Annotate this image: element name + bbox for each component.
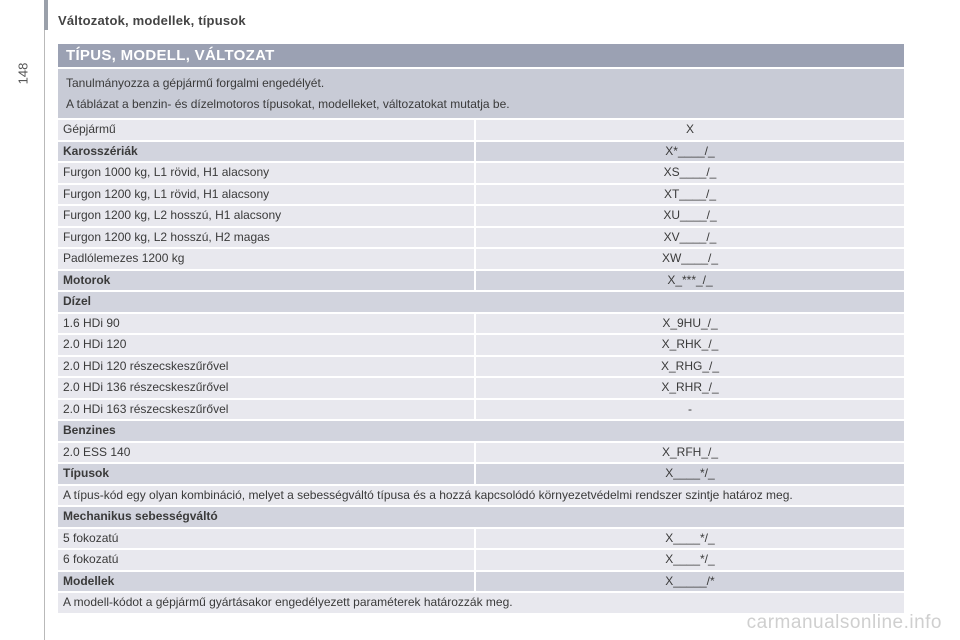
row-code: X____*/_ bbox=[476, 529, 904, 549]
row-code: XT____/_ bbox=[476, 185, 904, 205]
row-code: X_____/* bbox=[476, 572, 904, 592]
table-section-row: Benzines bbox=[58, 421, 904, 441]
row-label: Motorok bbox=[58, 271, 474, 291]
row-label: Furgon 1200 kg, L2 hosszú, H2 magas bbox=[58, 228, 474, 248]
table-row bbox=[58, 163, 904, 183]
row-code: X_RHR_/_ bbox=[476, 378, 904, 398]
row-label: 1.6 HDi 90 bbox=[58, 314, 474, 334]
row-code: X____*/_ bbox=[476, 464, 904, 484]
table-row bbox=[58, 357, 904, 377]
table-title: TÍPUS, MODELL, VÁLTOZAT bbox=[58, 44, 904, 67]
table-rows bbox=[58, 120, 904, 613]
table-group-row bbox=[58, 572, 904, 592]
section-title: Változatok, modellek, típusok bbox=[58, 13, 246, 28]
row-code: XW____/_ bbox=[476, 249, 904, 269]
table-row bbox=[58, 529, 904, 549]
table-note-row: A modell-kódot a gépjármű gyártásakor engedélyezett paraméterek határozzák meg. bbox=[58, 593, 904, 613]
row-code: - bbox=[476, 400, 904, 420]
table-row bbox=[58, 185, 904, 205]
row-code: X____*/_ bbox=[476, 550, 904, 570]
row-label: Padlólemezes 1200 kg bbox=[58, 249, 474, 269]
table-row bbox=[58, 443, 904, 463]
page-number: 148 bbox=[15, 62, 31, 85]
table-row bbox=[58, 314, 904, 334]
table-intro bbox=[58, 69, 904, 118]
row-label: Gépjármű bbox=[58, 120, 474, 140]
row-label: 2.0 ESS 140 bbox=[58, 443, 474, 463]
table-group-row bbox=[58, 142, 904, 162]
row-label: 6 fokozatú bbox=[58, 550, 474, 570]
row-label: 2.0 HDi 163 részecskeszűrővel bbox=[58, 400, 474, 420]
row-code: X*____/_ bbox=[476, 142, 904, 162]
row-code: XV____/_ bbox=[476, 228, 904, 248]
row-code: XS____/_ bbox=[476, 163, 904, 183]
row-code: X_RFH_/_ bbox=[476, 443, 904, 463]
row-code: X bbox=[476, 120, 904, 140]
header-accent-bar bbox=[44, 0, 48, 30]
model-code-table bbox=[58, 44, 904, 615]
table-section-row: Mechanikus sebességváltó bbox=[58, 507, 904, 527]
row-label: Modellek bbox=[58, 572, 474, 592]
row-label: Furgon 1200 kg, L2 hosszú, H1 alacsony bbox=[58, 206, 474, 226]
table-group-row bbox=[58, 464, 904, 484]
row-label: 5 fokozatú bbox=[58, 529, 474, 549]
row-code: XU____/_ bbox=[476, 206, 904, 226]
table-row bbox=[58, 335, 904, 355]
table-row bbox=[58, 249, 904, 269]
table-group-row bbox=[58, 271, 904, 291]
table-section-row: Dízel bbox=[58, 292, 904, 312]
watermark: carmanualsonline.info bbox=[746, 612, 942, 633]
row-label: 2.0 HDi 136 részecskeszűrővel bbox=[58, 378, 474, 398]
table-row bbox=[58, 120, 904, 140]
row-code: X_RHG_/_ bbox=[476, 357, 904, 377]
table-row bbox=[58, 550, 904, 570]
table-row bbox=[58, 378, 904, 398]
table-note-row: A típus-kód egy olyan kombináció, melyet a sebességváltó típusa és a hozzá kapcsolódó környezetvédelmi rendszer szintje határoz meg. bbox=[58, 486, 904, 506]
table-row bbox=[58, 400, 904, 420]
row-label: 2.0 HDi 120 részecskeszűrővel bbox=[58, 357, 474, 377]
row-label: Furgon 1200 kg, L1 rövid, H1 alacsony bbox=[58, 185, 474, 205]
margin-rule bbox=[44, 0, 45, 640]
row-label: Furgon 1000 kg, L1 rövid, H1 alacsony bbox=[58, 163, 474, 183]
table-row bbox=[58, 228, 904, 248]
row-code: X_***_/_ bbox=[476, 271, 904, 291]
intro-line-2: A táblázat a benzin- és dízelmotoros típusokat, modelleket, változatokat mutatja be. bbox=[66, 97, 510, 111]
row-label: Karosszériák bbox=[58, 142, 474, 162]
row-label: Típusok bbox=[58, 464, 474, 484]
table-row bbox=[58, 206, 904, 226]
intro-line-1: Tanulmányozza a gépjármű forgalmi engedélyét. bbox=[66, 76, 325, 90]
row-label: 2.0 HDi 120 bbox=[58, 335, 474, 355]
row-code: X_9HU_/_ bbox=[476, 314, 904, 334]
row-code: X_RHK_/_ bbox=[476, 335, 904, 355]
